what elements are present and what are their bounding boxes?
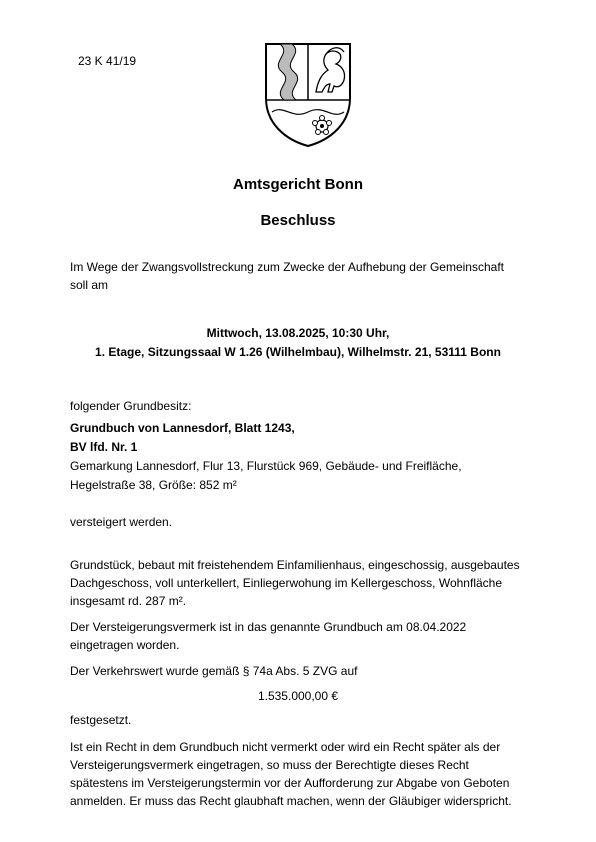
document-type: Beschluss: [260, 212, 336, 229]
appointment-date: Mittwoch, 13.08.2025, 10:30 Uhr,: [206, 326, 390, 340]
appointment-location: 1. Etage, Sitzungssaal W 1.26 (Wilhelmbau), Wilhelmstr. 21, 53111 Bonn: [95, 345, 501, 359]
value-intro: Der Verkehrswert wurde gemäß § 74a Abs. 5 ZVG auf: [70, 664, 358, 678]
auction-text: versteigert werden.: [70, 515, 173, 529]
land-register: Grundbuch von Lannesdorf, Blatt 1243,: [70, 421, 295, 435]
notice-line-3: spätestens im Versteigerungstermin vor der Aufforderung zur Abgabe von Geboten: [70, 776, 510, 790]
intro-line-2: soll am: [70, 278, 109, 292]
property-heading: folgender Grundbesitz:: [70, 399, 192, 413]
property-address: Hegelstraße 38, Größe: 852 m²: [70, 478, 237, 492]
description-line-2: Dachgeschoss, voll unterkellert, Einliegerwohung im Kellergeschoss, Wohnfläche: [70, 576, 502, 590]
court-title: Amtsgericht Bonn: [232, 176, 363, 193]
entry-note-line-1: Der Versteigerungsvermerk ist in das genannte Grundbuch am 08.04.2022: [70, 620, 467, 634]
value-outro: festgesetzt.: [70, 713, 132, 727]
notice-line-1: Ist ein Recht in dem Grundbuch nicht vermerkt oder wird ein Recht später als der: [70, 740, 501, 754]
file-number: 23 K 41/19: [78, 54, 137, 68]
notice-line-2: Versteigerungsvermerk eingetragen, so muss der Berechtigte dieses Recht: [70, 758, 469, 772]
market-value: 1.535.000,00 €: [257, 689, 339, 703]
notice-line-4: anmelden. Er muss das Recht glaubhaft machen, wenn der Gläubiger widerspricht.: [70, 794, 512, 808]
description-line-3: insgesamt rd. 287 m².: [70, 594, 187, 608]
parcel-description: Gemarkung Lannesdorf, Flur 13, Flurstück 969, Gebäude- und Freifläche,: [70, 459, 462, 473]
description-line-1: Grundstück, bebaut mit freistehendem Einfamilienhaus, eingeschossig, ausgebautes: [70, 558, 520, 572]
intro-line-1: Im Wege der Zwangsvollstreckung zum Zwecke der Aufhebung der Gemeinschaft: [70, 260, 504, 274]
bv-number: BV lfd. Nr. 1: [70, 440, 138, 454]
entry-note-line-2: eingetragen worden.: [70, 638, 180, 652]
coat-of-arms-icon: [262, 40, 354, 148]
